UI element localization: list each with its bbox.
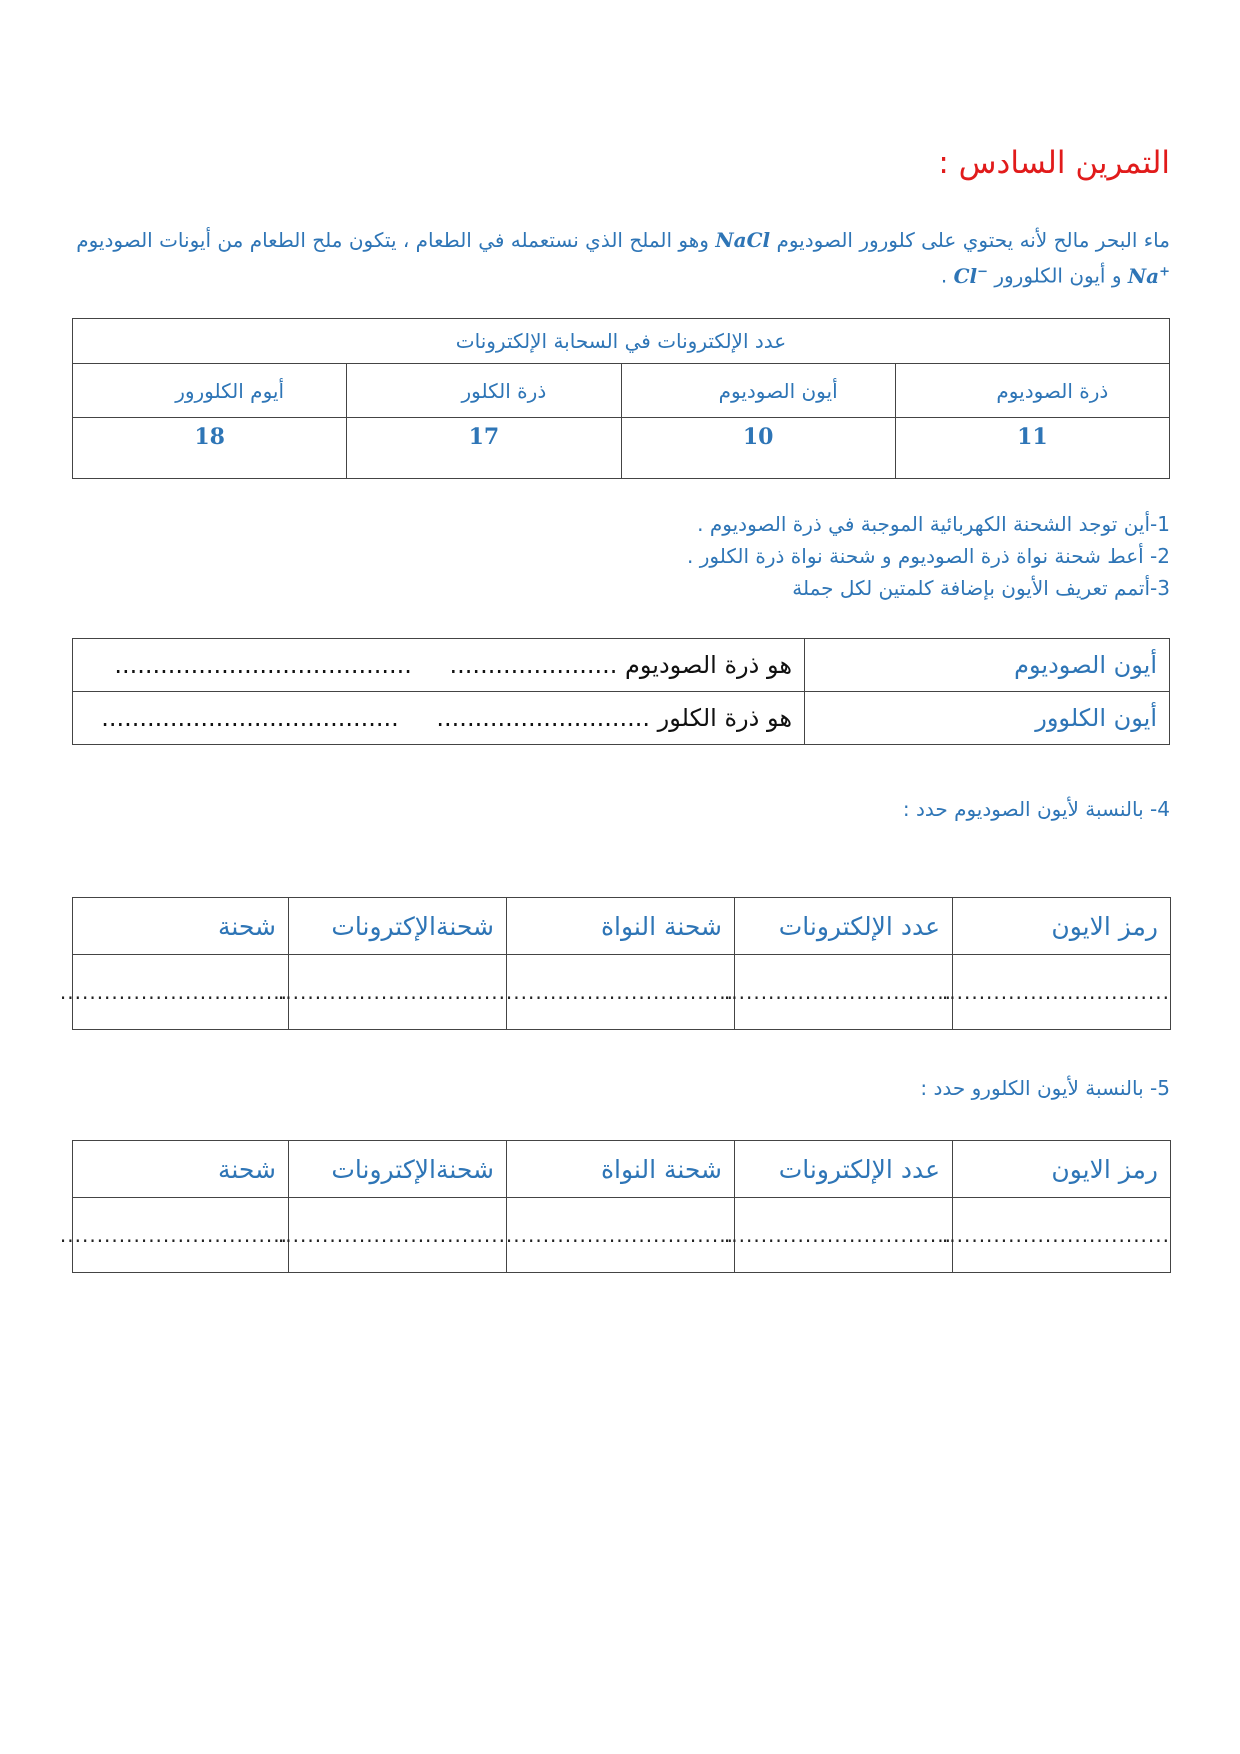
column-label: أيوم الكلورور xyxy=(73,364,347,418)
question-1: 1-أين توجد الشحنة الكهربائية الموجبة في ذرة الصوديوم . xyxy=(697,512,1170,536)
definition-text: هو ذرة الصوديوم ...................... xyxy=(449,651,792,679)
answer-blank[interactable]: ............................... xyxy=(507,955,735,1030)
answer-blank[interactable]: ............................... xyxy=(289,955,507,1030)
column-label: شحنة xyxy=(73,1141,289,1198)
formula-nacl: NaCl xyxy=(715,228,771,252)
table-row xyxy=(73,692,1170,745)
column-label: رمز الايون xyxy=(953,1141,1171,1198)
sodium-ion-table xyxy=(59,897,1171,1030)
definition-blank[interactable] xyxy=(73,692,805,745)
question-3: 3-أتمم تعريف الأيون بإضافة كلمتين لكل جملة xyxy=(792,576,1170,600)
answer-blank[interactable]: ............................... xyxy=(735,1198,953,1273)
answer-blank[interactable]: ............................... xyxy=(507,1198,735,1273)
ion-name: أيون الكلوور xyxy=(805,692,1170,745)
column-label: شحنة xyxy=(73,898,289,955)
answer-dots: ....................................... xyxy=(114,651,412,679)
definition-table xyxy=(72,638,1170,745)
column-label: ذرة الكلور xyxy=(347,364,621,418)
table-header: عدد الإلكترونات في السحابة الإلكترونات xyxy=(73,319,1170,364)
column-label: شحنة النواة xyxy=(507,1141,735,1198)
intro-text: . xyxy=(940,263,948,288)
electron-value: 17 xyxy=(347,418,621,479)
table-row xyxy=(73,639,1170,692)
column-label: شحنةالإكترونات xyxy=(289,898,507,955)
electron-count-table xyxy=(72,318,1170,479)
intro-text: أيونات الصوديوم xyxy=(76,228,212,252)
column-label: عدد الإلكترونات xyxy=(735,1141,953,1198)
questions-list xyxy=(70,508,1170,604)
formula-cl: Cl− xyxy=(953,263,988,288)
intro-paragraph xyxy=(72,224,1170,292)
question-2: 2- أعط شحنة نواة ذرة الصوديوم و شحنة نواة ذرة الكلور . xyxy=(687,544,1170,568)
column-label: أيون الصوديوم xyxy=(621,364,895,418)
ion-name: أيون الصوديوم xyxy=(805,639,1170,692)
question-4: 4- بالنسبة لأيون الصوديوم حدد : xyxy=(902,797,1170,821)
answer-blank[interactable]: ............................... xyxy=(953,1198,1171,1273)
column-label: رمز الايون xyxy=(953,898,1171,955)
intro-text: و أيون الكلورور xyxy=(994,263,1122,288)
electron-value: 10 xyxy=(621,418,895,479)
question-5: 5- بالنسبة لأيون الكلورو حدد : xyxy=(920,1076,1170,1100)
answer-blank[interactable]: ............................... xyxy=(73,1198,289,1273)
answer-blank[interactable]: ............................... xyxy=(953,955,1171,1030)
electron-value: 11 xyxy=(895,418,1169,479)
column-label: شحنةالإكترونات xyxy=(289,1141,507,1198)
column-label: ذرة الصوديوم xyxy=(895,364,1169,418)
exercise-title: التمرين السادس : xyxy=(938,145,1170,181)
answer-blank[interactable]: ............................... xyxy=(73,955,289,1030)
column-label: عدد الإلكترونات xyxy=(735,898,953,955)
chlorine-ion-table xyxy=(59,1140,1171,1273)
column-label: شحنة النواة xyxy=(507,898,735,955)
answer-blank[interactable]: ............................... xyxy=(735,955,953,1030)
definition-blank[interactable] xyxy=(73,639,805,692)
electron-value: 18 xyxy=(73,418,347,479)
answer-blank[interactable]: ............................... xyxy=(289,1198,507,1273)
answer-dots: ....................................... xyxy=(101,704,399,732)
definition-text: هو ذرة الكلور ............................ xyxy=(436,704,792,732)
formula-na: Na+ xyxy=(1127,263,1170,288)
intro-text: وهو الملح الذي نستعمله في الطعام ، يتكون ملح الطعام من xyxy=(217,228,709,252)
intro-text: ماء البحر مالح لأنه يحتوي على كلورور الصوديوم xyxy=(776,228,1170,252)
